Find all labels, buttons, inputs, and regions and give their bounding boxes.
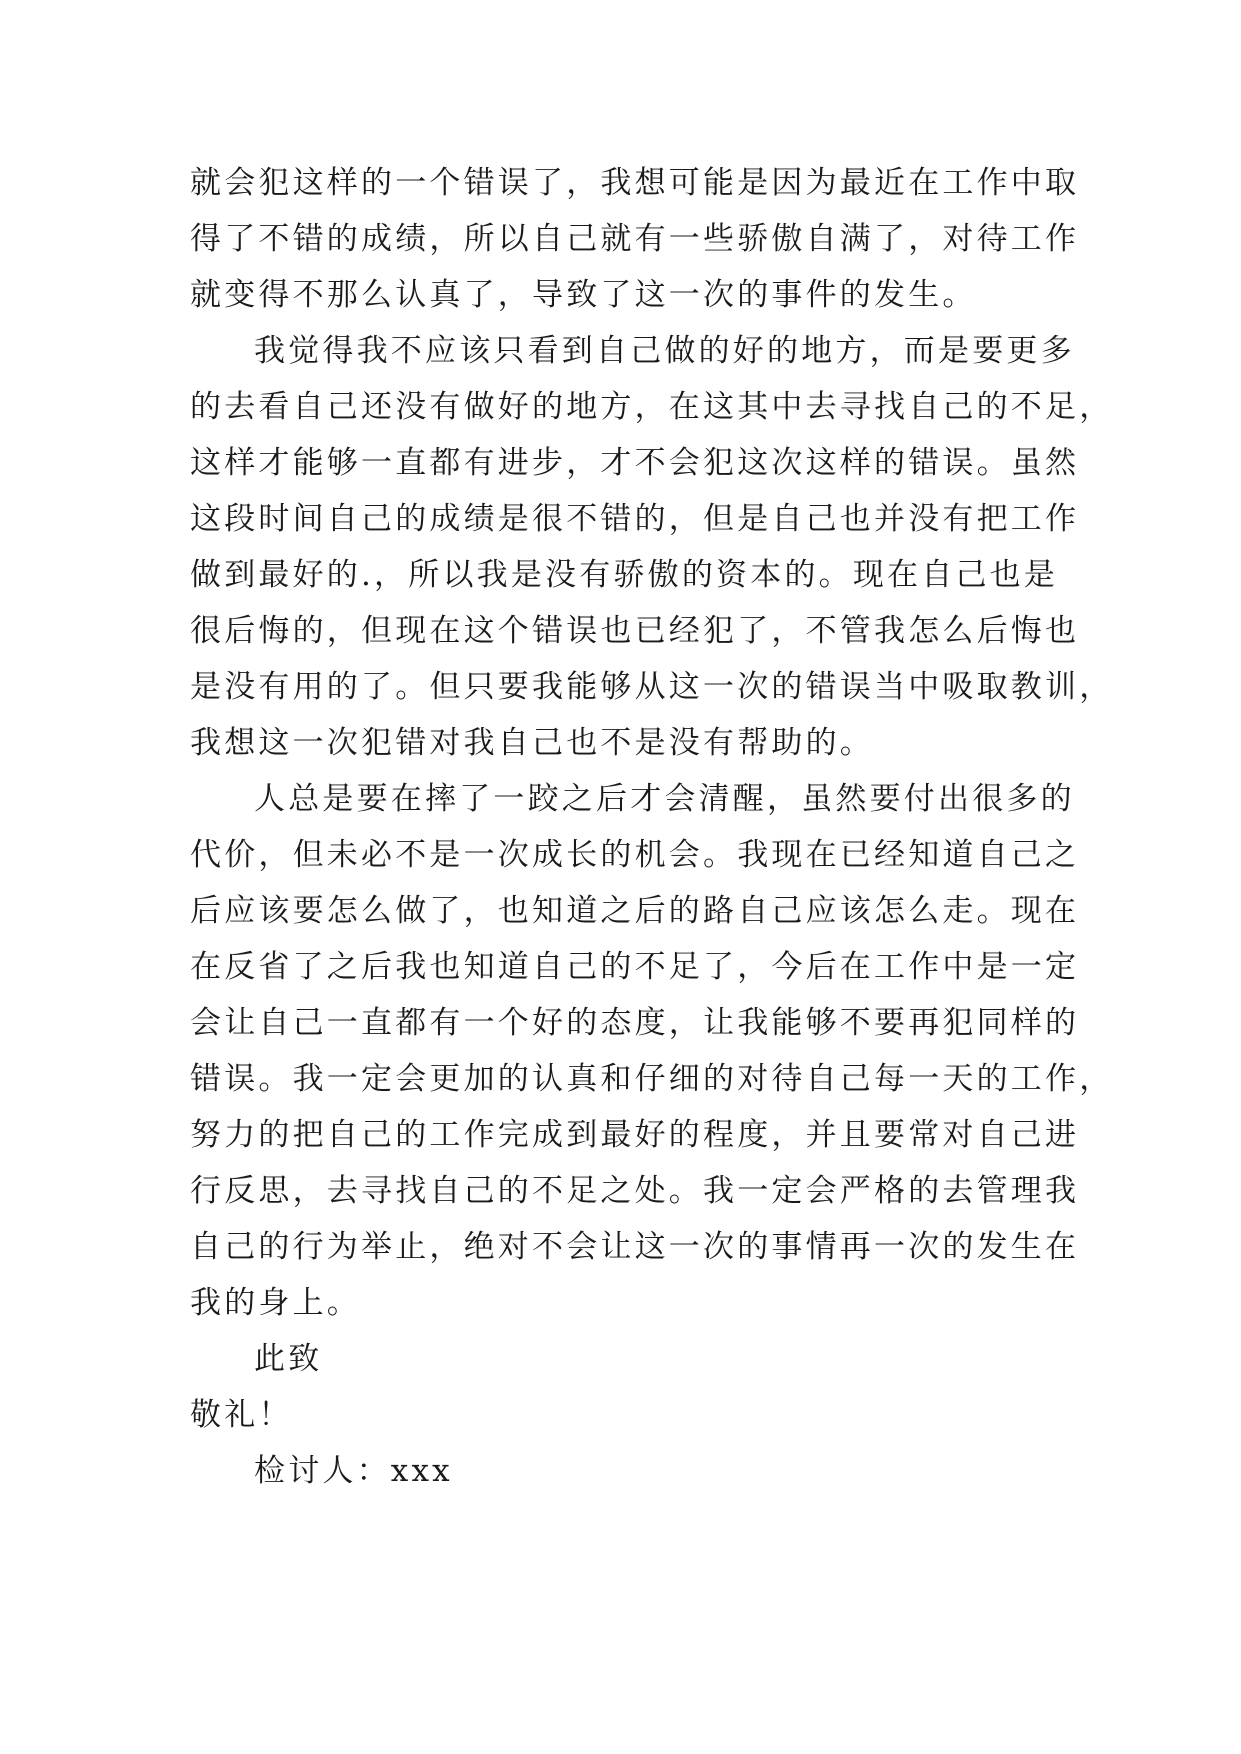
paragraph-1 bbox=[190, 155, 1080, 323]
text-line: 这段时间自己的成绩是很不错的，但是自己也并没有把工作 bbox=[190, 501, 1080, 537]
paragraph-2 bbox=[190, 323, 1114, 771]
paragraph-3 bbox=[190, 771, 1114, 1331]
text-line: 错误。我一定会更加的认真和仔细的对待自己每一天的工作， bbox=[190, 1061, 1114, 1097]
text-line: 就会犯这样的一个错误了，我想可能是因为最近在工作中取 bbox=[190, 165, 1080, 201]
letter-body bbox=[190, 155, 1114, 1499]
text-line: 得了不错的成绩，所以自己就有一些骄傲自满了，对待工作 bbox=[190, 221, 1080, 257]
text-line: 行反思，去寻找自己的不足之处。我一定会严格的去管理我 bbox=[190, 1173, 1080, 1209]
text-line: 是没有用的了。但只要我能够从这一次的错误当中吸取教训， bbox=[190, 669, 1114, 705]
text-line: 做到最好的.，所以我是没有骄傲的资本的。现在自己也是 bbox=[190, 557, 1059, 593]
text-line: 我觉得我不应该只看到自己做的好的地方，而是要更多 bbox=[254, 333, 1075, 369]
text-line: 会让自己一直都有一个好的态度，让我能够不要再犯同样的 bbox=[190, 1005, 1080, 1041]
salutation-text: 敬礼！ bbox=[190, 1397, 293, 1433]
text-line: 在反省了之后我也知道自己的不足了，今后在工作中是一定 bbox=[190, 949, 1080, 985]
text-line: 很后悔的，但现在这个错误也已经犯了，不管我怎么后悔也 bbox=[190, 613, 1080, 649]
text-line: 的去看自己还没有做好的地方，在这其中去寻找自己的不足， bbox=[190, 389, 1114, 425]
text-line: 后应该要怎么做了，也知道之后的路自己应该怎么走。现在 bbox=[190, 893, 1080, 929]
text-line: 人总是要在摔了一跤之后才会清醒，虽然要付出很多的 bbox=[254, 781, 1075, 817]
text-line: 代价，但未必不是一次成长的机会。我现在已经知道自己之 bbox=[190, 837, 1080, 873]
text-line: 自己的行为举止，绝对不会让这一次的事情再一次的发生在 bbox=[190, 1229, 1080, 1265]
text-line: 这样才能够一直都有进步，才不会犯这次这样的错误。虽然 bbox=[190, 445, 1080, 481]
closing-text: 此致 bbox=[254, 1341, 323, 1377]
signature-text: 检讨人：xxx bbox=[254, 1453, 453, 1489]
text-line: 努力的把自己的工作完成到最好的程度，并且要常对自己进 bbox=[190, 1117, 1080, 1153]
text-line: 就变得不那么认真了，导致了这一次的事件的发生。 bbox=[190, 277, 977, 313]
text-line: 我的身上。 bbox=[190, 1285, 361, 1321]
text-line: 我想这一次犯错对我自己也不是没有帮助的。 bbox=[190, 725, 874, 761]
